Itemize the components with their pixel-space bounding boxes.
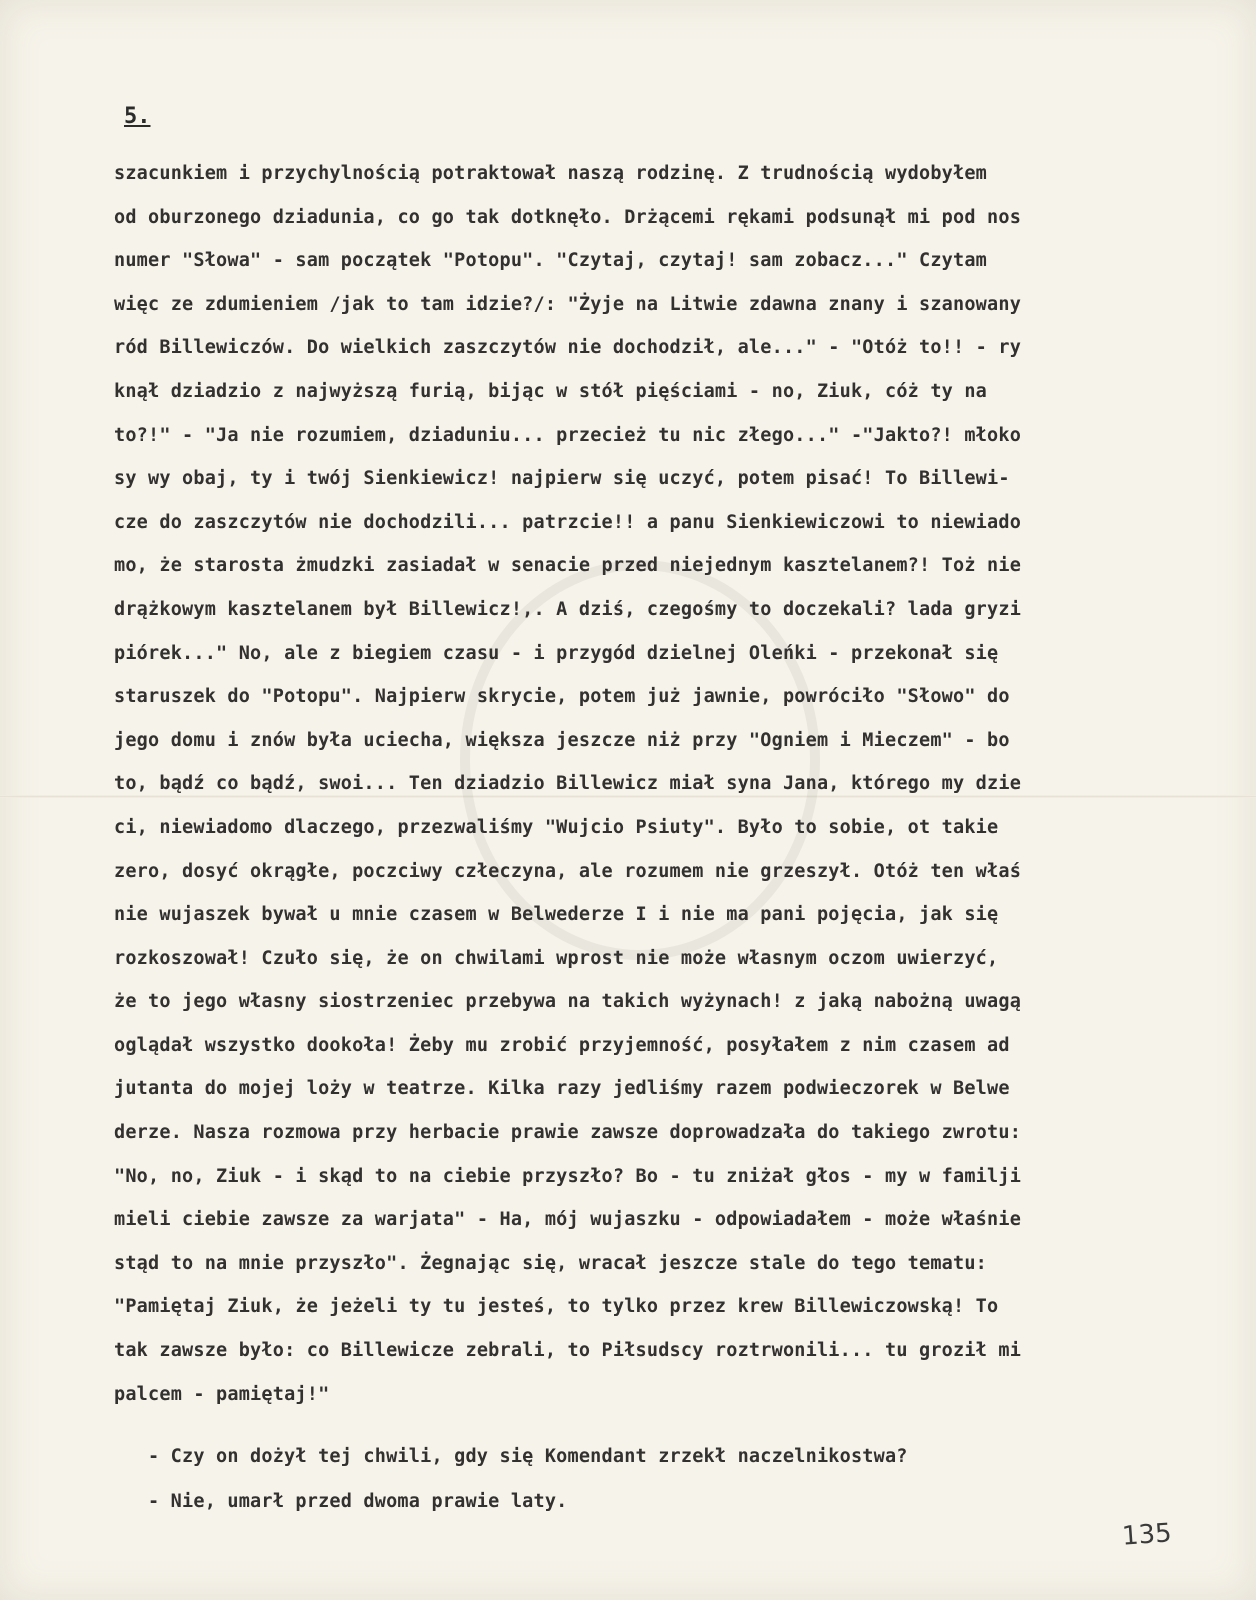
typed-text-body <box>114 152 1214 1416</box>
text-line: cze do zaszczytów nie dochodzili... patrzcie!! a panu Sienkiewiczowi to niewiado <box>114 511 1022 533</box>
text-line: to, bądź co bądź, swoi... Ten dziadzio Billewicz miał syna Jana, którego my dzie <box>114 773 1022 795</box>
text-line: rozkoszował! Czuło się, że on chwilami wprost nie może własnym oczom uwierzyć, <box>114 947 999 969</box>
text-line: jego domu i znów była uciecha, większa jeszcze niż przy "Ogniem i Mieczem" - bo <box>114 729 1010 751</box>
text-line: oglądał wszystko dookoła! Żeby mu zrobić przyjemność, posyłałem z nim czasem ad <box>114 1034 1010 1056</box>
text-line: - Nie, umarł przed dwoma prawie laty. <box>148 1491 568 1512</box>
text-line: derze. Nasza rozmowa przy herbacie prawie zawsze doprowadzała do takiego zwrotu: <box>114 1122 1022 1144</box>
text-line: piórek..." No, ale z biegiem czasu - i przygód dzielnej Oleńki - przekonał się <box>114 642 999 664</box>
page-number: 5. <box>124 104 151 129</box>
text-line: "Pamiętaj Ziuk, że jeżeli ty tu jesteś, to tylko przez krew Billewiczowską! To <box>114 1296 999 1318</box>
text-line: palcem - pamiętaj!" <box>114 1383 330 1405</box>
text-line: ród Billewiczów. Do wielkich zaszczytów nie dochodził, ale..." - "Otóż to!! - ry <box>114 337 1022 359</box>
text-line: że to jego własny siostrzeniec przebywa na takich wyżynach! z jaką nabożną uwagą <box>114 991 1022 1013</box>
text-line: od oburzonego dziadunia, co go tak dotknęło. Drżącemi rękami podsunął mi pod nos <box>114 206 1022 228</box>
text-line: numer "Słowa" - sam początek "Potopu". "Czytaj, czytaj! sam zobacz..." Czytam <box>114 250 988 272</box>
text-line: mieli ciebie zawsze za warjata" - Ha, mój wujaszku - odpowiadałem - może właśnie <box>114 1209 1022 1231</box>
text-line: zero, dosyć okrągłe, poczciwy człeczyna, ale rozumem nie grzeszył. Otóż ten właś <box>114 860 1022 882</box>
text-line: to?!" - "Ja nie rozumiem, dziaduniu... przecież tu nic złego..." -"Jakto?! młoko <box>114 424 1022 446</box>
text-line: więc ze zdumieniem /jak to tam idzie?/: "Żyje na Litwie zdawna znany i szanowany <box>114 293 1022 315</box>
handwritten-archive-number: 135 <box>1121 1518 1173 1552</box>
text-line: "No, no, Ziuk - i skąd to na ciebie przyszło? Bo - tu zniżał głos - my w familji <box>114 1165 1022 1187</box>
text-line: sy wy obaj, ty i twój Sienkiewicz! najpierw się uczyć, potem pisać! To Billewi- <box>114 468 1010 490</box>
text-line: - Czy on dożył tej chwili, gdy się Komendant zrzekł naczelnikostwa? <box>148 1446 908 1467</box>
text-line: staruszek do "Potopu". Najpierw skrycie, potem już jawnie, powróciło "Słowo" do <box>114 686 1010 708</box>
text-line: mo, że starosta żmudzki zasiadał w senacie przed niejednym kasztelanem?! Toż nie <box>114 555 1022 577</box>
text-line: knął dziadzio z najwyższą furią, bijąc w stół pięściami - no, Ziuk, cóż ty na <box>114 380 988 402</box>
text-line: jutanta do mojej loży w teatrze. Kilka razy jedliśmy razem podwieczorek w Belwe <box>114 1078 1010 1100</box>
text-line: drążkowym kasztelanem był Billewicz!,. A dziś, czegośmy to doczekali? lada gryzi <box>114 598 1022 620</box>
text-line: ci, niewiadomo dlaczego, przezwaliśmy "Wujcio Psiuty". Było to sobie, ot takie <box>114 816 999 838</box>
text-line: szacunkiem i przychylnością potraktował naszą rodzinę. Z trudnością wydobyłem <box>114 163 988 184</box>
dialogue-block <box>148 1434 1208 1524</box>
text-line: stąd to na mnie przyszło". Żegnając się, wracał jeszcze stale do tego tematu: <box>114 1252 988 1274</box>
text-line: nie wujaszek bywał u mnie czasem w Belwederze I i nie ma pani pojęcia, jak się <box>114 904 999 926</box>
text-line: tak zawsze było: co Billewicze zebrali, to Piłsudscy roztrwonili... tu groził mi <box>114 1340 1022 1362</box>
